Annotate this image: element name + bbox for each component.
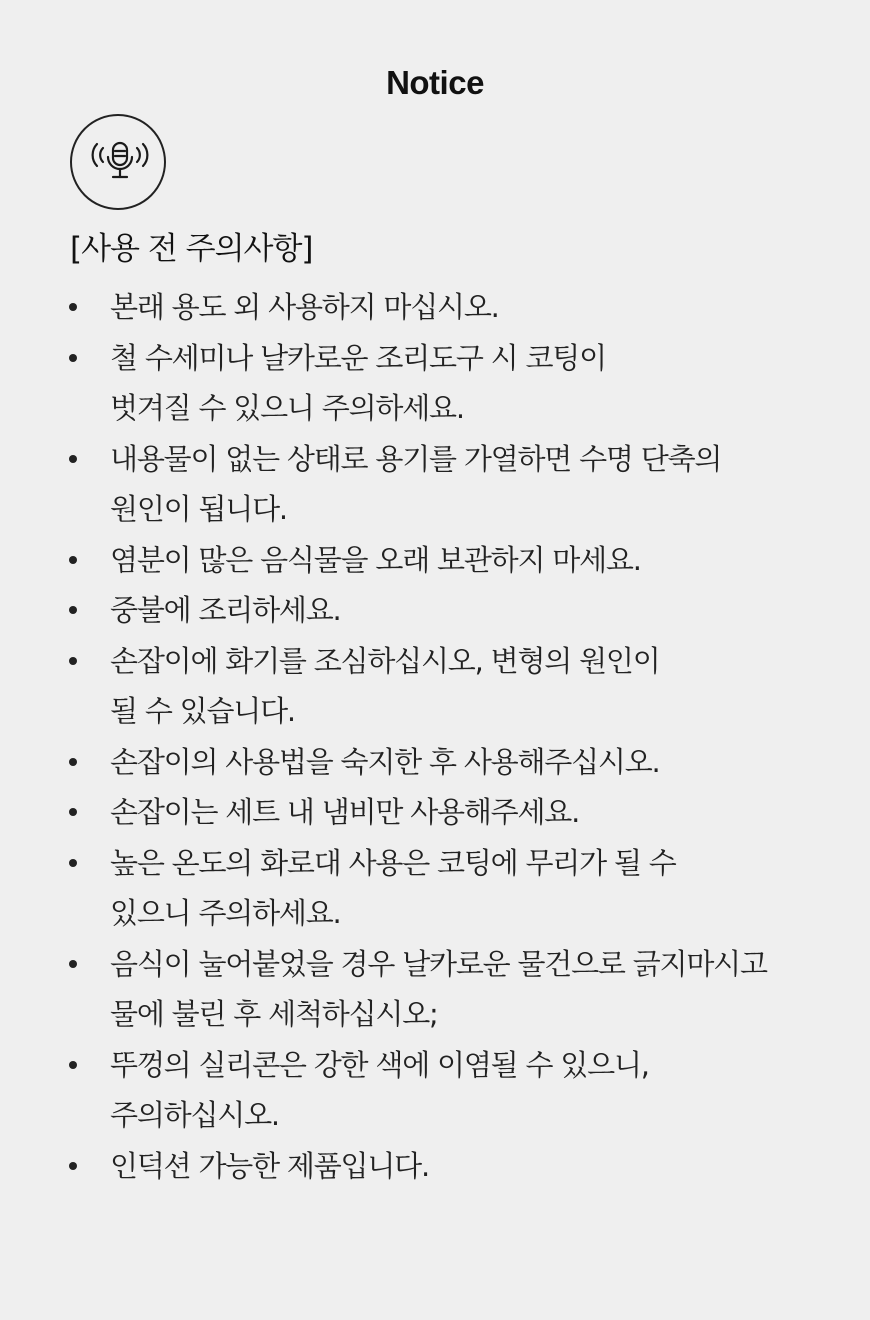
list-item-text: 내용물이 없는 상태로 용기를 가열하면 수명 단축의 원인이 됩니다. [110, 441, 722, 526]
list-item-text: 높은 온도의 화로대 사용은 코팅에 무리가 될 수 있으니 주의하세요. [110, 845, 676, 930]
section-heading: [사용 전 주의사항] [70, 231, 313, 267]
list-item [0, 787, 870, 838]
list-item [0, 434, 870, 535]
list-item [0, 737, 870, 788]
list-item-text: 인덕션 가능한 제품입니다. [110, 1148, 430, 1183]
bullet-icon [69, 808, 77, 816]
list-item [0, 282, 870, 333]
bullet-icon [69, 657, 77, 665]
bullet-icon [69, 455, 77, 463]
bullet-icon [69, 1162, 77, 1170]
bullet-icon [69, 303, 77, 311]
list-item-text: 철 수세미나 날카로운 조리도구 시 코팅이 벗겨질 수 있으니 주의하세요. [110, 340, 606, 425]
list-item [0, 535, 870, 586]
bullet-icon [69, 960, 77, 968]
list-item-text: 중불에 조리하세요. [110, 593, 341, 627]
bullet-icon [69, 859, 77, 867]
notice-list [0, 282, 870, 1191]
list-item-text: 음식이 눌어붙었을 경우 날카로운 물건으로 긁지마시고 물에 불린 후 세척하십시오; [110, 946, 767, 1031]
microphone-broadcast-icon [70, 114, 166, 210]
list-item [0, 939, 870, 1040]
list-item-text: 손잡이의 사용법을 숙지한 후 사용해주십시오. [110, 744, 660, 779]
list-item-text: 본래 용도 외 사용하지 마십시오. [110, 290, 499, 324]
bullet-icon [69, 606, 77, 614]
bullet-icon [69, 556, 77, 564]
list-item-text: 뚜껑의 실리콘은 강한 색에 이염될 수 있으니, 주의하십시오. [110, 1047, 649, 1132]
list-item [0, 585, 870, 636]
page-title: Notice [386, 64, 484, 101]
list-item [0, 333, 870, 434]
bullet-icon [69, 354, 77, 362]
list-item [0, 1040, 870, 1141]
list-item [0, 1141, 870, 1192]
list-item-text: 손잡이는 세트 내 냄비만 사용해주세요. [110, 795, 580, 829]
bullet-icon [69, 1061, 77, 1069]
list-item-text: 염분이 많은 음식물을 오래 보관하지 마세요. [110, 542, 641, 577]
bullet-icon [69, 758, 77, 766]
list-item [0, 636, 870, 737]
list-item-text: 손잡이에 화기를 조심하십시오, 변형의 원인이 될 수 있습니다. [110, 643, 660, 728]
microphone-icon [88, 140, 152, 190]
list-item [0, 838, 870, 939]
